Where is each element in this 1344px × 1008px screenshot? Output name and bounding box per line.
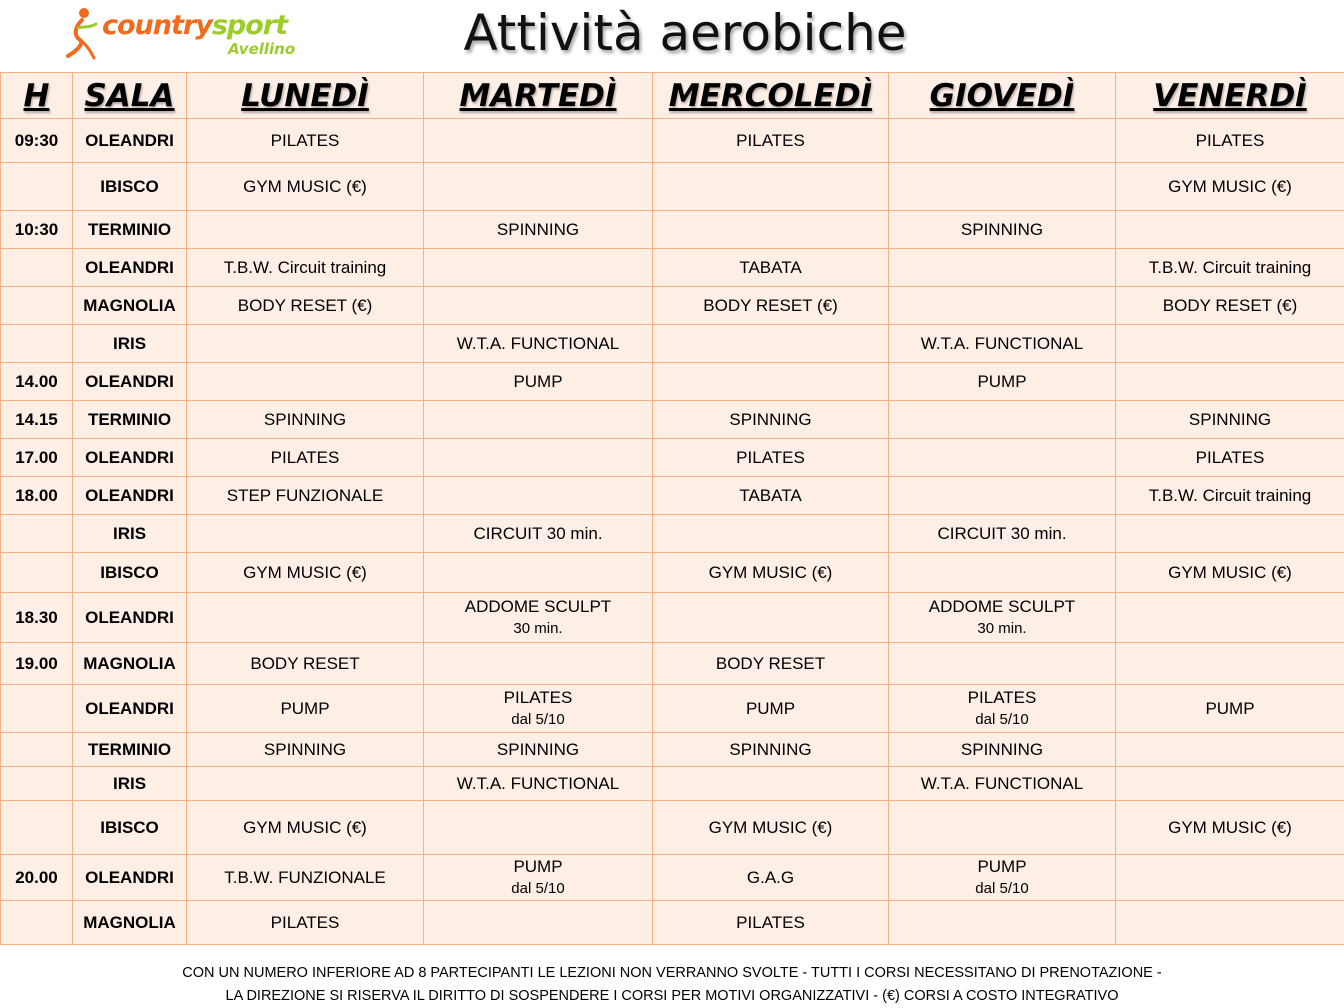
class-name: CIRCUIT 30 min. [937, 523, 1067, 543]
mercoledi-class-cell [653, 363, 889, 401]
lunedi-class-cell [187, 801, 424, 855]
room-cell: OLEANDRI [73, 439, 187, 477]
class-name: GYM MUSIC (€) [243, 817, 367, 837]
schedule-row [1, 685, 1344, 733]
time-cell: 09:30 [1, 119, 73, 163]
class-name: GYM MUSIC (€) [1168, 176, 1292, 196]
lunedi-class-cell [187, 325, 424, 363]
footer-notes [0, 962, 1344, 1008]
class-name: SPINNING [1188, 409, 1272, 429]
class-note: 30 min. [513, 619, 563, 637]
class-name: PUMP [977, 856, 1027, 876]
martedi-class-cell [424, 855, 653, 901]
col-lunedi-header: LUNEDÌ [187, 73, 424, 119]
martedi-class-cell [424, 801, 653, 855]
class-name: SPINNING [496, 219, 580, 239]
schedule-row [1, 211, 1344, 249]
mercoledi-class-cell [653, 593, 889, 643]
schedule-row [1, 643, 1344, 685]
mercoledi-class-cell [653, 119, 889, 163]
page-title: Attività aerobiche [463, 4, 907, 62]
mercoledi-class-cell [653, 211, 889, 249]
class-name: GYM MUSIC (€) [708, 562, 833, 582]
giovedi-class-cell [889, 439, 1116, 477]
martedi-class-cell [424, 249, 653, 287]
venerdi-class-cell [1116, 685, 1344, 733]
time-cell [1, 325, 73, 363]
venerdi-class-cell [1116, 643, 1344, 685]
class-name: ADDOME SCULPT [464, 596, 612, 616]
room-cell: OLEANDRI [73, 249, 187, 287]
lunedi-class-cell [187, 767, 424, 801]
col-giovedi-header: GIOVEDÌ [889, 73, 1116, 119]
class-name: ADDOME SCULPT [928, 596, 1076, 616]
martedi-class-cell [424, 553, 653, 593]
room-cell: OLEANDRI [73, 477, 187, 515]
time-cell [1, 801, 73, 855]
venerdi-class-cell [1116, 249, 1344, 287]
venerdi-class-cell [1116, 401, 1344, 439]
page-header [0, 0, 1344, 72]
venerdi-class-cell [1116, 119, 1344, 163]
schedule-row [1, 515, 1344, 553]
schedule-row [1, 287, 1344, 325]
schedule-table [0, 72, 1344, 945]
lunedi-class-cell [187, 515, 424, 553]
class-name: PILATES [736, 447, 805, 467]
class-name: W.T.A. FUNCTIONAL [456, 773, 620, 793]
lunedi-class-cell [187, 643, 424, 685]
room-cell: OLEANDRI [73, 685, 187, 733]
martedi-class-cell [424, 767, 653, 801]
room-cell: IBISCO [73, 163, 187, 211]
class-note: dal 5/10 [511, 710, 565, 728]
venerdi-class-cell [1116, 767, 1344, 801]
class-name: BODY RESET (€) [1162, 295, 1298, 315]
giovedi-class-cell [889, 515, 1116, 553]
class-name: PUMP [977, 371, 1027, 391]
schedule-row [1, 249, 1344, 287]
time-cell [1, 553, 73, 593]
giovedi-class-cell [889, 901, 1116, 945]
lunedi-class-cell [187, 401, 424, 439]
time-cell [1, 163, 73, 211]
class-note: dal 5/10 [975, 879, 1029, 897]
lunedi-class-cell [187, 363, 424, 401]
time-cell: 18.30 [1, 593, 73, 643]
time-cell [1, 515, 73, 553]
giovedi-class-cell [889, 643, 1116, 685]
mercoledi-class-cell [653, 801, 889, 855]
schedule-row [1, 363, 1344, 401]
schedule-row [1, 593, 1344, 643]
giovedi-class-cell [889, 767, 1116, 801]
class-name: T.B.W. Circuit training [1148, 257, 1312, 277]
time-cell: 14.00 [1, 363, 73, 401]
brand-name: countrysport [102, 10, 287, 41]
schedule-row [1, 801, 1344, 855]
class-name: GYM MUSIC (€) [243, 562, 367, 582]
giovedi-class-cell [889, 685, 1116, 733]
lunedi-class-cell [187, 439, 424, 477]
time-cell: 10:30 [1, 211, 73, 249]
time-cell [1, 249, 73, 287]
mercoledi-class-cell [653, 767, 889, 801]
giovedi-class-cell [889, 733, 1116, 767]
time-cell [1, 767, 73, 801]
class-name: PILATES [736, 912, 805, 932]
venerdi-class-cell [1116, 733, 1344, 767]
schedule-row [1, 767, 1344, 801]
class-name: W.T.A. FUNCTIONAL [456, 333, 620, 353]
lunedi-class-cell [187, 733, 424, 767]
venerdi-class-cell [1116, 855, 1344, 901]
lunedi-class-cell [187, 287, 424, 325]
class-name: PUMP [513, 856, 563, 876]
class-name: W.T.A. FUNCTIONAL [920, 773, 1084, 793]
venerdi-class-cell [1116, 363, 1344, 401]
giovedi-class-cell [889, 249, 1116, 287]
room-cell: IRIS [73, 325, 187, 363]
room-cell: IRIS [73, 767, 187, 801]
venerdi-class-cell [1116, 515, 1344, 553]
martedi-class-cell [424, 119, 653, 163]
class-note: dal 5/10 [975, 710, 1029, 728]
venerdi-class-cell [1116, 211, 1344, 249]
lunedi-class-cell [187, 685, 424, 733]
giovedi-class-cell [889, 553, 1116, 593]
venerdi-class-cell [1116, 901, 1344, 945]
room-cell: MAGNOLIA [73, 287, 187, 325]
class-name: BODY RESET (€) [703, 295, 838, 315]
time-cell: 19.00 [1, 643, 73, 685]
martedi-class-cell [424, 363, 653, 401]
time-cell: 18.00 [1, 477, 73, 515]
class-note: dal 5/10 [511, 879, 565, 897]
class-name: BODY RESET [250, 653, 360, 673]
venerdi-class-cell [1116, 553, 1344, 593]
martedi-class-cell [424, 287, 653, 325]
giovedi-class-cell [889, 325, 1116, 363]
mercoledi-class-cell [653, 855, 889, 901]
venerdi-class-cell [1116, 477, 1344, 515]
class-name: SPINNING [960, 739, 1044, 759]
room-cell: IBISCO [73, 801, 187, 855]
martedi-class-cell [424, 477, 653, 515]
class-name: SPINNING [496, 739, 580, 759]
schedule-row [1, 901, 1344, 945]
room-cell: OLEANDRI [73, 363, 187, 401]
lunedi-class-cell [187, 593, 424, 643]
schedule-row [1, 401, 1344, 439]
giovedi-class-cell [889, 477, 1116, 515]
mercoledi-class-cell [653, 477, 889, 515]
venerdi-class-cell [1116, 325, 1344, 363]
mercoledi-class-cell [653, 249, 889, 287]
class-name: PUMP [513, 371, 563, 391]
room-cell: IBISCO [73, 553, 187, 593]
class-name: T.B.W. Circuit training [223, 257, 387, 277]
martedi-class-cell [424, 593, 653, 643]
mercoledi-class-cell [653, 325, 889, 363]
room-cell: OLEANDRI [73, 593, 187, 643]
room-cell: OLEANDRI [73, 119, 187, 163]
class-name: PILATES [967, 687, 1037, 707]
giovedi-class-cell [889, 287, 1116, 325]
martedi-class-cell [424, 733, 653, 767]
room-cell: TERMINIO [73, 211, 187, 249]
col-h-header: H [1, 73, 73, 119]
schedule-row [1, 163, 1344, 211]
martedi-class-cell [424, 401, 653, 439]
giovedi-class-cell [889, 593, 1116, 643]
class-name: STEP FUNZIONALE [226, 485, 384, 505]
col-venerdi-header: VENERDÌ [1116, 73, 1344, 119]
class-name: G.A.G [746, 867, 795, 887]
schedule-row [1, 325, 1344, 363]
time-cell: 17.00 [1, 439, 73, 477]
class-name: BODY RESET (€) [237, 295, 373, 315]
martedi-class-cell [424, 163, 653, 211]
class-name: PILATES [1195, 130, 1265, 150]
col-mercoledi-header: MERCOLEDÌ [653, 73, 889, 119]
lunedi-class-cell [187, 163, 424, 211]
martedi-class-cell [424, 439, 653, 477]
time-cell [1, 685, 73, 733]
schedule-row [1, 439, 1344, 477]
lunedi-class-cell [187, 855, 424, 901]
schedule-row [1, 553, 1344, 593]
class-name: BODY RESET [715, 653, 826, 673]
time-cell: 14.15 [1, 401, 73, 439]
lunedi-class-cell [187, 249, 424, 287]
col-martedi-header: MARTEDÌ [424, 73, 653, 119]
martedi-class-cell [424, 325, 653, 363]
mercoledi-class-cell [653, 287, 889, 325]
class-name: PILATES [270, 912, 340, 932]
giovedi-class-cell [889, 119, 1116, 163]
class-name: PUMP [280, 698, 330, 718]
class-name: PUMP [745, 698, 796, 718]
class-name: PUMP [1205, 698, 1255, 718]
mercoledi-class-cell [653, 163, 889, 211]
mercoledi-class-cell [653, 685, 889, 733]
giovedi-class-cell [889, 401, 1116, 439]
venerdi-class-cell [1116, 287, 1344, 325]
class-name: GYM MUSIC (€) [1168, 562, 1292, 582]
venerdi-class-cell [1116, 593, 1344, 643]
time-cell [1, 287, 73, 325]
class-name: SPINNING [960, 219, 1044, 239]
martedi-class-cell [424, 211, 653, 249]
lunedi-class-cell [187, 553, 424, 593]
class-name: T.B.W. FUNZIONALE [224, 867, 386, 887]
brand-location: Avellino [228, 40, 296, 58]
class-name: PILATES [270, 447, 340, 467]
schedule-row [1, 477, 1344, 515]
header-row [1, 73, 1344, 119]
class-name: SPINNING [263, 739, 347, 759]
footer-line-2: LA DIREZIONE SI RISERVA IL DIRITTO DI SOSPENDERE I CORSI PER MOTIVI ORGANIZZATIVI - (€) CORSI A COSTO INTEGRATIVO [225, 988, 1119, 1004]
room-cell: IRIS [73, 515, 187, 553]
room-cell: TERMINIO [73, 733, 187, 767]
martedi-class-cell [424, 901, 653, 945]
countrysport-logo [60, 6, 300, 66]
giovedi-class-cell [889, 363, 1116, 401]
mercoledi-class-cell [653, 901, 889, 945]
mercoledi-class-cell [653, 401, 889, 439]
class-name: SPINNING [729, 409, 812, 429]
venerdi-class-cell [1116, 163, 1344, 211]
class-name: T.B.W. Circuit training [1148, 485, 1312, 505]
lunedi-class-cell [187, 211, 424, 249]
mercoledi-class-cell [653, 515, 889, 553]
lunedi-class-cell [187, 901, 424, 945]
schedule-row [1, 855, 1344, 901]
venerdi-class-cell [1116, 801, 1344, 855]
venerdi-class-cell [1116, 439, 1344, 477]
giovedi-class-cell [889, 163, 1116, 211]
class-name: CIRCUIT 30 min. [473, 523, 603, 543]
lunedi-class-cell [187, 477, 424, 515]
class-name: GYM MUSIC (€) [708, 817, 833, 837]
class-name: PILATES [1195, 447, 1265, 467]
schedule-row [1, 119, 1344, 163]
time-cell [1, 733, 73, 767]
class-name: SPINNING [263, 409, 347, 429]
class-name: PILATES [736, 130, 805, 150]
col-sala-header: SALA [73, 73, 187, 119]
room-cell: TERMINIO [73, 401, 187, 439]
class-name: PILATES [503, 687, 573, 707]
time-cell [1, 901, 73, 945]
room-cell: MAGNOLIA [73, 643, 187, 685]
time-cell: 20.00 [1, 855, 73, 901]
mercoledi-class-cell [653, 553, 889, 593]
mercoledi-class-cell [653, 439, 889, 477]
class-name: TABATA [739, 485, 802, 505]
martedi-class-cell [424, 643, 653, 685]
mercoledi-class-cell [653, 643, 889, 685]
class-name: TABATA [739, 257, 802, 277]
giovedi-class-cell [889, 211, 1116, 249]
class-note: 30 min. [977, 619, 1027, 637]
class-name: PILATES [270, 130, 340, 150]
room-cell: OLEANDRI [73, 855, 187, 901]
class-name: SPINNING [729, 739, 812, 759]
class-name: W.T.A. FUNCTIONAL [920, 333, 1084, 353]
giovedi-class-cell [889, 801, 1116, 855]
class-name: GYM MUSIC (€) [1168, 817, 1292, 837]
martedi-class-cell [424, 685, 653, 733]
footer-line-1: CON UN NUMERO INFERIORE AD 8 PARTECIPANTI LE LEZIONI NON VERRANNO SVOLTE - TUTTI I CORSI NECESSITANO DI PRENOTAZIONE - [182, 965, 1162, 981]
mercoledi-class-cell [653, 733, 889, 767]
schedule-row [1, 733, 1344, 767]
martedi-class-cell [424, 515, 653, 553]
runner-icon [60, 6, 104, 62]
giovedi-class-cell [889, 855, 1116, 901]
room-cell: MAGNOLIA [73, 901, 187, 945]
class-name: GYM MUSIC (€) [243, 176, 367, 196]
lunedi-class-cell [187, 119, 424, 163]
